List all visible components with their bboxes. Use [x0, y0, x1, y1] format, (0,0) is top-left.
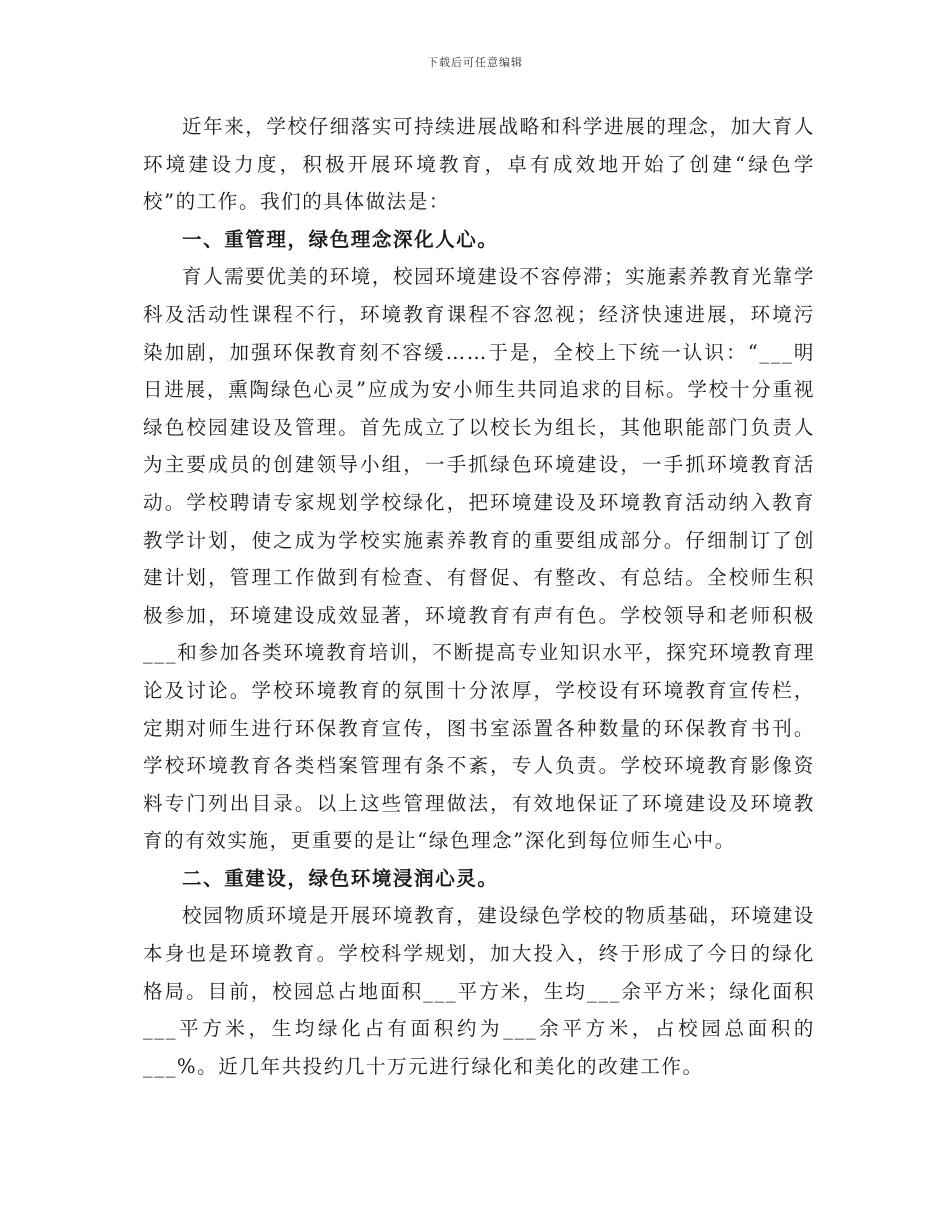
- section-2-paragraph: 校园物质环境是开展环境教育，建设绿色学校的物质基础，环境建设本身也是环境教育。学校科学规划，加大投入，终于形成了今日的绿化格局。目前，校园总占地面积___平方米，生均___余平方米；绿化面积___平方米，生均绿化占有面积约为___余平方米，占校园总面积的___%。近几年共投约几十万元进行绿化和美化的改建工作。: [143, 904, 816, 1078]
- page-header-note: 下载后可任意编辑: [427, 56, 523, 69]
- section-heading-1: 一、重管理，绿色理念深化人心。: [182, 227, 499, 251]
- document-body: [143, 108, 815, 1085]
- section-1-paragraph: 育人需要优美的环境，校园环境建设不容停滞；实施素养教育光靠学科及活动性课程不行，环境教育课程不容忽视；经济快速进展，环境污染加剧，加强环保教育刻不容缓……于是，全校上下统一认识：“___明日进展，熏陶绿色心灵”应成为安小师生共同追求的目标。学校十分重视绿色校园建设及管理。首先成立了以校长为组长，其他职能部门负责人为主要成员的创建领导小组，一手抓绿色环境建设，一手抓环境教育活动。学校聘请专家规划学校绿化，把环境建设及环境教育活动纳入教育教学计划，使之成为学校实施素养教育的重要组成部分。仔细制订了创建计划，管理工作做到有检查、有督促、有整改、有总结。全校师生积极参加，环境建设成效显著，环境教育有声有色。学校领导和老师积极___和参加各类环境教育培训，不断提高专业知识水平，探究环境教育理论及讨论。学校环境教育的氛围十分浓厚，学校设有环境教育宣传栏，定期对师生进行环保教育宣传，图书室添置各种数量的环保教育书刊。学校环境教育各类档案管理有条不紊，专人负责。学校环境教育影像资料专门列出目录。以上这些管理做法，有效地保证了环境建设及环境教育的有效实施，更重要的是让“绿色理念”深化到每位师生心中。: [143, 265, 816, 853]
- section-heading-2: 二、重建设，绿色环境浸润心灵。: [182, 866, 499, 890]
- intro-paragraph: 近年来，学校仔细落实可持续进展战略和科学进展的理念，加大育人环境建设力度，积极开展环境教育，卓有成效地开始了创建“绿色学校”的工作。我们的具体做法是：: [143, 115, 816, 214]
